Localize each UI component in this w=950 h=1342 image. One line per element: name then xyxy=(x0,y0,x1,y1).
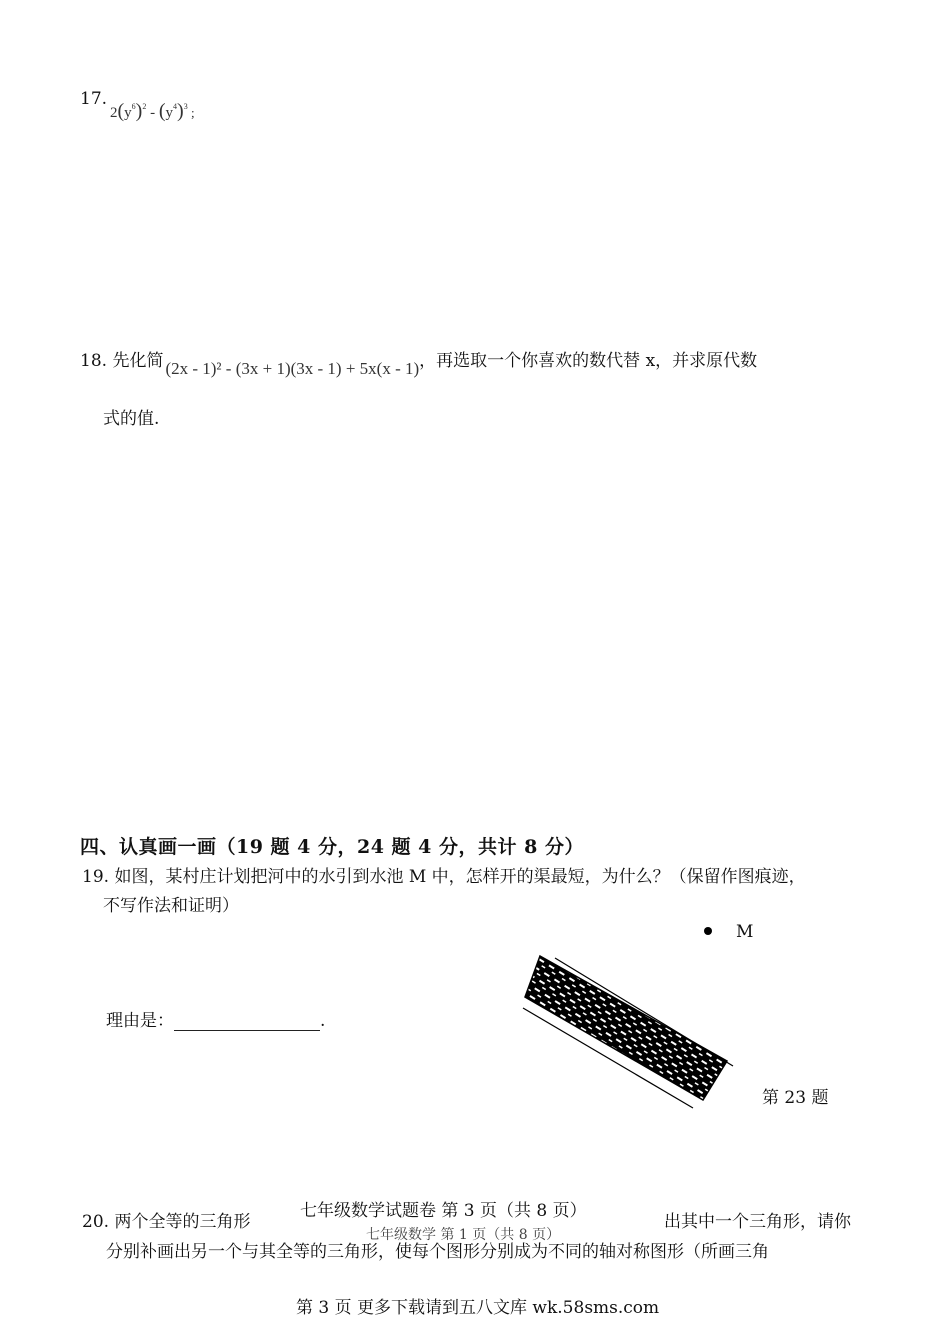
q18-number: 18. xyxy=(80,351,108,371)
q20-line2: 分别补画出另一个与其全等的三角形，使每个图形分别成为不同的轴对称图形（所画三角 xyxy=(106,1242,769,1262)
q18-lead: 先化简 xyxy=(112,351,164,371)
pool-point-label: M xyxy=(736,922,754,942)
q17-expression: $2(y^6)^2 - (y^4)^3$ ; xyxy=(110,100,195,122)
bottom-note: 第 3 页 更多下载请到五八文库 wk.58sms.com xyxy=(296,1298,660,1318)
reason-end: . xyxy=(320,1011,326,1031)
figure-caption: 第 23 题 xyxy=(762,1088,829,1108)
river-figure xyxy=(515,950,740,1115)
reason-label: 理由是： xyxy=(106,1011,174,1031)
q19-line2: 不写作法和证明） xyxy=(103,896,239,916)
footer-ghost: 七年级数学 第 1 页（共 8 页） xyxy=(366,1227,561,1243)
section-heading: 四、认真画一画（19 题 4 分，24 题 4 分，共计 8 分） xyxy=(80,836,584,858)
q20-line1-right: 出其中一个三角形，请你 xyxy=(664,1212,851,1232)
footer-page-label: 七年级数学试题卷 第 3 页（共 8 页） xyxy=(296,1196,591,1221)
q19-reason xyxy=(106,1006,325,1031)
q18-tail: ，再选取一个你喜欢的数代替 x，并求原代数 xyxy=(419,351,758,371)
q20-line1-left: 20. 两个全等的三角形 xyxy=(82,1212,251,1232)
pool-point xyxy=(704,927,712,935)
q18-expression: (2x - 1)² - (3x + 1)(3x - 1) + 5x(x - 1) xyxy=(165,359,420,378)
reason-blank[interactable] xyxy=(174,1012,320,1031)
q17-number: 17. xyxy=(80,89,108,109)
q18-line2: 式的值. xyxy=(103,409,160,429)
q18-line1 xyxy=(80,346,758,378)
q19-line1: 19. 如图，某村庄计划把河中的水引到水池 M 中，怎样开的渠最短，为什么？（保留作图痕迹， xyxy=(82,867,806,887)
